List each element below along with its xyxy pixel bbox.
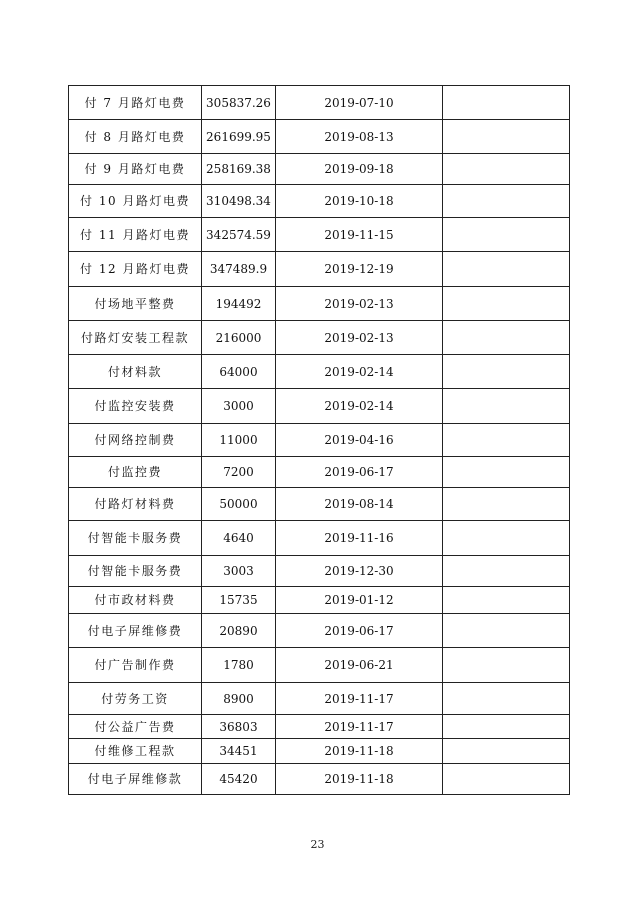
payment-amount: 3000 bbox=[202, 389, 276, 424]
payment-date: 2019-04-16 bbox=[276, 424, 443, 457]
payment-amount: 3003 bbox=[202, 556, 276, 587]
payment-table bbox=[68, 85, 570, 795]
payment-amount: 8900 bbox=[202, 683, 276, 715]
payment-date: 2019-06-17 bbox=[276, 614, 443, 648]
payment-note bbox=[443, 739, 570, 764]
table-row bbox=[69, 389, 570, 424]
payment-description: 付市政材料费 bbox=[69, 587, 202, 614]
payment-date: 2019-11-17 bbox=[276, 715, 443, 739]
payment-amount: 7200 bbox=[202, 457, 276, 488]
table-row bbox=[69, 86, 570, 120]
table-row bbox=[69, 488, 570, 521]
payment-description: 付 8 月路灯电费 bbox=[69, 120, 202, 154]
payment-description: 付 9 月路灯电费 bbox=[69, 154, 202, 185]
table-row bbox=[69, 321, 570, 355]
payment-description: 付监控费 bbox=[69, 457, 202, 488]
payment-date: 2019-12-30 bbox=[276, 556, 443, 587]
table-row bbox=[69, 185, 570, 218]
payment-date: 2019-11-16 bbox=[276, 521, 443, 556]
page-number: 23 bbox=[310, 838, 325, 851]
payment-note bbox=[443, 521, 570, 556]
payment-description: 付公益广告费 bbox=[69, 715, 202, 739]
payment-description: 付广告制作费 bbox=[69, 648, 202, 683]
table-row bbox=[69, 424, 570, 457]
payment-note bbox=[443, 764, 570, 795]
payment-description: 付监控安装费 bbox=[69, 389, 202, 424]
payment-note bbox=[443, 218, 570, 252]
payment-description: 付智能卡服务费 bbox=[69, 556, 202, 587]
payment-amount: 64000 bbox=[202, 355, 276, 389]
table-row bbox=[69, 521, 570, 556]
payment-date: 2019-07-10 bbox=[276, 86, 443, 120]
payment-note bbox=[443, 86, 570, 120]
payment-amount: 15735 bbox=[202, 587, 276, 614]
table-row bbox=[69, 457, 570, 488]
payment-amount: 194492 bbox=[202, 287, 276, 321]
payment-note bbox=[443, 457, 570, 488]
payment-amount: 305837.26 bbox=[202, 86, 276, 120]
payment-note bbox=[443, 614, 570, 648]
payment-date: 2019-06-21 bbox=[276, 648, 443, 683]
payment-amount: 11000 bbox=[202, 424, 276, 457]
payment-description: 付路灯安装工程款 bbox=[69, 321, 202, 355]
payment-date: 2019-08-13 bbox=[276, 120, 443, 154]
payment-date: 2019-01-12 bbox=[276, 587, 443, 614]
payment-note bbox=[443, 424, 570, 457]
payment-date: 2019-10-18 bbox=[276, 185, 443, 218]
table-row bbox=[69, 154, 570, 185]
table-row bbox=[69, 587, 570, 614]
payment-note bbox=[443, 120, 570, 154]
payment-amount: 34451 bbox=[202, 739, 276, 764]
payment-description: 付电子屏维修费 bbox=[69, 614, 202, 648]
table-row bbox=[69, 764, 570, 795]
payment-note bbox=[443, 154, 570, 185]
payment-date: 2019-11-18 bbox=[276, 739, 443, 764]
payment-amount: 36803 bbox=[202, 715, 276, 739]
payment-note bbox=[443, 683, 570, 715]
payment-amount: 45420 bbox=[202, 764, 276, 795]
table-row bbox=[69, 715, 570, 739]
table-row bbox=[69, 556, 570, 587]
payment-date: 2019-12-19 bbox=[276, 252, 443, 287]
payment-date: 2019-02-14 bbox=[276, 389, 443, 424]
payment-note bbox=[443, 587, 570, 614]
payment-description: 付网络控制费 bbox=[69, 424, 202, 457]
payment-date: 2019-02-13 bbox=[276, 287, 443, 321]
payment-description: 付材料款 bbox=[69, 355, 202, 389]
payment-date: 2019-02-13 bbox=[276, 321, 443, 355]
payment-note bbox=[443, 715, 570, 739]
payment-date: 2019-11-17 bbox=[276, 683, 443, 715]
payment-date: 2019-02-14 bbox=[276, 355, 443, 389]
payment-note bbox=[443, 488, 570, 521]
payment-note bbox=[443, 185, 570, 218]
payment-description: 付路灯材料费 bbox=[69, 488, 202, 521]
payment-description: 付场地平整费 bbox=[69, 287, 202, 321]
payment-amount: 347489.9 bbox=[202, 252, 276, 287]
payment-note bbox=[443, 389, 570, 424]
payment-date: 2019-11-15 bbox=[276, 218, 443, 252]
table-row bbox=[69, 218, 570, 252]
payment-note bbox=[443, 556, 570, 587]
payment-date: 2019-09-18 bbox=[276, 154, 443, 185]
payment-description: 付 7 月路灯电费 bbox=[69, 86, 202, 120]
payment-description: 付 12 月路灯电费 bbox=[69, 252, 202, 287]
payment-description: 付智能卡服务费 bbox=[69, 521, 202, 556]
payment-date: 2019-06-17 bbox=[276, 457, 443, 488]
table-row bbox=[69, 355, 570, 389]
payment-amount: 258169.38 bbox=[202, 154, 276, 185]
payment-description: 付 11 月路灯电费 bbox=[69, 218, 202, 252]
payment-note bbox=[443, 321, 570, 355]
payment-note bbox=[443, 648, 570, 683]
payment-date: 2019-08-14 bbox=[276, 488, 443, 521]
table-row bbox=[69, 683, 570, 715]
payment-table-body bbox=[69, 86, 570, 795]
payment-amount: 1780 bbox=[202, 648, 276, 683]
payment-amount: 4640 bbox=[202, 521, 276, 556]
payment-amount: 50000 bbox=[202, 488, 276, 521]
table-row bbox=[69, 252, 570, 287]
payment-amount: 342574.59 bbox=[202, 218, 276, 252]
table-row bbox=[69, 287, 570, 321]
table-row bbox=[69, 120, 570, 154]
payment-note bbox=[443, 287, 570, 321]
payment-description: 付 10 月路灯电费 bbox=[69, 185, 202, 218]
payment-amount: 261699.95 bbox=[202, 120, 276, 154]
payment-description: 付维修工程款 bbox=[69, 739, 202, 764]
table-row bbox=[69, 614, 570, 648]
table-row bbox=[69, 648, 570, 683]
payment-date: 2019-11-18 bbox=[276, 764, 443, 795]
payment-amount: 20890 bbox=[202, 614, 276, 648]
payment-description: 付劳务工资 bbox=[69, 683, 202, 715]
payment-note bbox=[443, 252, 570, 287]
payment-amount: 216000 bbox=[202, 321, 276, 355]
payment-note bbox=[443, 355, 570, 389]
payment-description: 付电子屏维修款 bbox=[69, 764, 202, 795]
table-row bbox=[69, 739, 570, 764]
payment-amount: 310498.34 bbox=[202, 185, 276, 218]
